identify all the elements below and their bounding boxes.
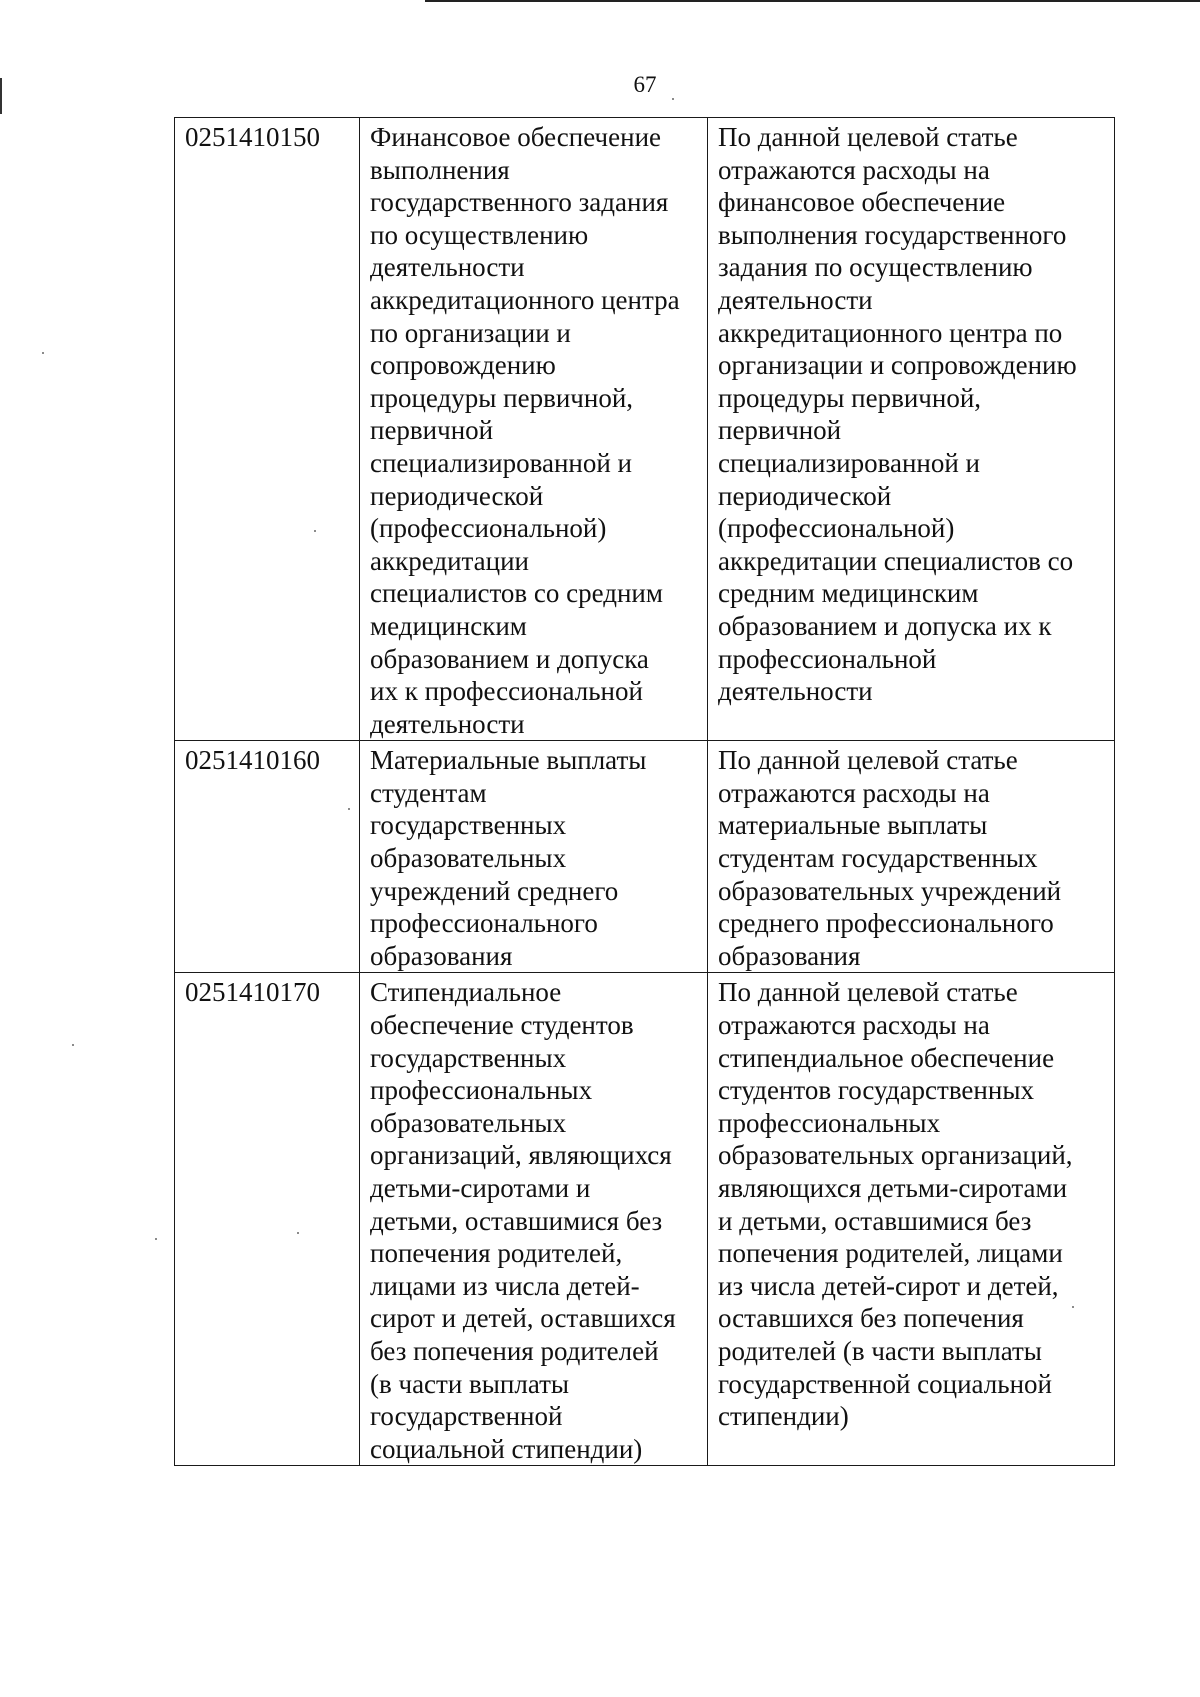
- text-line: образования: [370, 940, 513, 971]
- text-line: деятельности: [718, 676, 873, 707]
- text-line: (профессиональной): [370, 513, 607, 544]
- text-line: государственной социальной: [718, 1368, 1052, 1399]
- text-line: стипендии): [718, 1401, 849, 1432]
- text-line: специализированной и: [718, 447, 980, 478]
- text-line: Финансовое обеспечение: [370, 122, 662, 152]
- text-line: и детьми, оставшимися без: [718, 1205, 1032, 1236]
- scan-edge-top-line: [425, 0, 1200, 2]
- text-line: Стипендиальное: [370, 977, 562, 1008]
- text-line: процедуры первичной,: [370, 382, 634, 413]
- text-line: деятельности: [370, 252, 525, 283]
- text-line: выполнения государственного: [718, 219, 1067, 250]
- text-line: первичной: [370, 415, 494, 446]
- text-line: Материальные выплаты: [370, 745, 647, 776]
- text-line: периодической: [718, 480, 892, 511]
- text-line: государственных: [370, 810, 567, 841]
- cell-description: [708, 973, 1115, 1466]
- text-line: стипендиальное обеспечение: [718, 1042, 1055, 1073]
- budget-classification-table: [174, 117, 1115, 1466]
- scan-speck: [314, 530, 316, 532]
- scan-speck: [72, 1044, 74, 1046]
- text-line: попечения родителей,: [370, 1238, 623, 1269]
- cell-code: [175, 118, 360, 741]
- cell-name: [360, 973, 708, 1466]
- text-line: периодической: [370, 480, 544, 511]
- text-line: среднего профессионального: [718, 908, 1054, 939]
- code-text: 0251410150: [185, 122, 320, 152]
- page-number-text: 67: [633, 72, 657, 97]
- text-line: организации и сопровождению: [718, 350, 1077, 381]
- text-line: государственных: [370, 1042, 567, 1073]
- scan-speck: [155, 1238, 157, 1240]
- text-line: оставшихся без попечения: [718, 1303, 1024, 1334]
- scan-speck: [348, 808, 350, 810]
- cell-name: [360, 118, 708, 741]
- text-line: выполнения: [370, 154, 510, 185]
- text-line: сопровождению: [370, 350, 556, 381]
- text-line: сирот и детей, оставшихся: [370, 1303, 676, 1334]
- text-line: средним медицинским: [718, 578, 979, 609]
- text-line: процедуры первичной,: [718, 382, 982, 413]
- text-line: без попечения родителей: [370, 1335, 659, 1366]
- cell-description: [708, 741, 1115, 973]
- text-line: отражаются расходы на: [718, 1010, 990, 1041]
- cell-description: [708, 118, 1115, 741]
- text-line: образования: [718, 940, 861, 971]
- text-line: аккредитации специалистов со: [718, 545, 1074, 576]
- text-line: профессиональных: [718, 1107, 941, 1138]
- scan-speck: [672, 98, 674, 100]
- code-text: 0251410170: [185, 977, 320, 1008]
- text-line: студентов государственных: [718, 1075, 1034, 1106]
- text-line: деятельности: [370, 708, 525, 739]
- table-row: [175, 973, 1115, 1466]
- text-line: деятельности: [718, 284, 873, 315]
- cell-code: [175, 973, 360, 1466]
- text-line: родителей (в части выплаты: [718, 1335, 1042, 1366]
- text-line: (профессиональной): [718, 513, 955, 544]
- text-line: образованием и допуска их к: [718, 610, 1052, 641]
- text-line: обеспечение студентов: [370, 1010, 634, 1041]
- text-line: финансовое обеспечение: [718, 187, 1006, 218]
- text-line: медицинским: [370, 610, 527, 641]
- text-line: профессионального: [370, 908, 598, 939]
- table-row: [175, 741, 1115, 973]
- text-line: по организации и: [370, 317, 571, 348]
- text-line: материальные выплаты: [718, 810, 988, 841]
- text-line: их к профессиональной: [370, 676, 643, 707]
- text-line: По данной целевой статье: [718, 977, 1018, 1008]
- table-body: [175, 118, 1115, 1466]
- text-line: студентам: [370, 777, 487, 808]
- text-line: детьми-сиротами и: [370, 1173, 591, 1203]
- text-line: специализированной и: [370, 447, 632, 478]
- text-line: специалистов со средним: [370, 578, 663, 609]
- text-line: аккредитации: [370, 545, 529, 576]
- text-line: детьми, оставшимися без: [370, 1205, 663, 1236]
- text-line: По данной целевой статье: [718, 122, 1018, 152]
- text-line: образовательных учреждений: [718, 875, 1062, 906]
- text-line: профессиональной: [718, 643, 937, 674]
- scan-speck: [42, 352, 44, 354]
- text-line: задания по осуществлению: [718, 252, 1033, 283]
- text-line: учреждений среднего: [370, 875, 619, 906]
- text-line: попечения родителей, лицами: [718, 1238, 1063, 1269]
- text-line: по осуществлению: [370, 219, 589, 250]
- cell-code: [175, 741, 360, 973]
- text-line: из числа детей-сирот и детей,: [718, 1270, 1059, 1301]
- table-row: [175, 118, 1115, 741]
- page-number: [0, 70, 1200, 100]
- text-line: По данной целевой статье: [718, 745, 1018, 776]
- text-line: государственного задания: [370, 187, 669, 218]
- code-text: 0251410160: [185, 745, 320, 776]
- text-line: отражаются расходы на: [718, 154, 990, 185]
- text-line: образовательных: [370, 843, 567, 874]
- text-line: студентам государственных: [718, 843, 1038, 874]
- text-line: первичной: [718, 415, 842, 446]
- scan-speck: [1072, 1306, 1074, 1308]
- text-line: образовательных организаций,: [718, 1140, 1073, 1171]
- cell-name: [360, 741, 708, 973]
- text-line: профессиональных: [370, 1075, 593, 1106]
- text-line: организаций, являющихся: [370, 1140, 672, 1171]
- text-line: отражаются расходы на: [718, 777, 990, 808]
- text-line: (в части выплаты: [370, 1368, 570, 1399]
- text-line: являющихся детьми-сиротами: [718, 1173, 1068, 1203]
- text-line: образовательных: [370, 1107, 567, 1138]
- text-line: аккредитационного центра: [370, 284, 680, 315]
- text-line: социальной стипендии): [370, 1433, 643, 1464]
- text-line: лицами из числа детей-: [370, 1270, 640, 1301]
- text-line: государственной: [370, 1401, 563, 1432]
- scan-speck: [297, 1232, 299, 1234]
- text-line: аккредитационного центра по: [718, 317, 1063, 348]
- text-line: образованием и допуска: [370, 643, 649, 674]
